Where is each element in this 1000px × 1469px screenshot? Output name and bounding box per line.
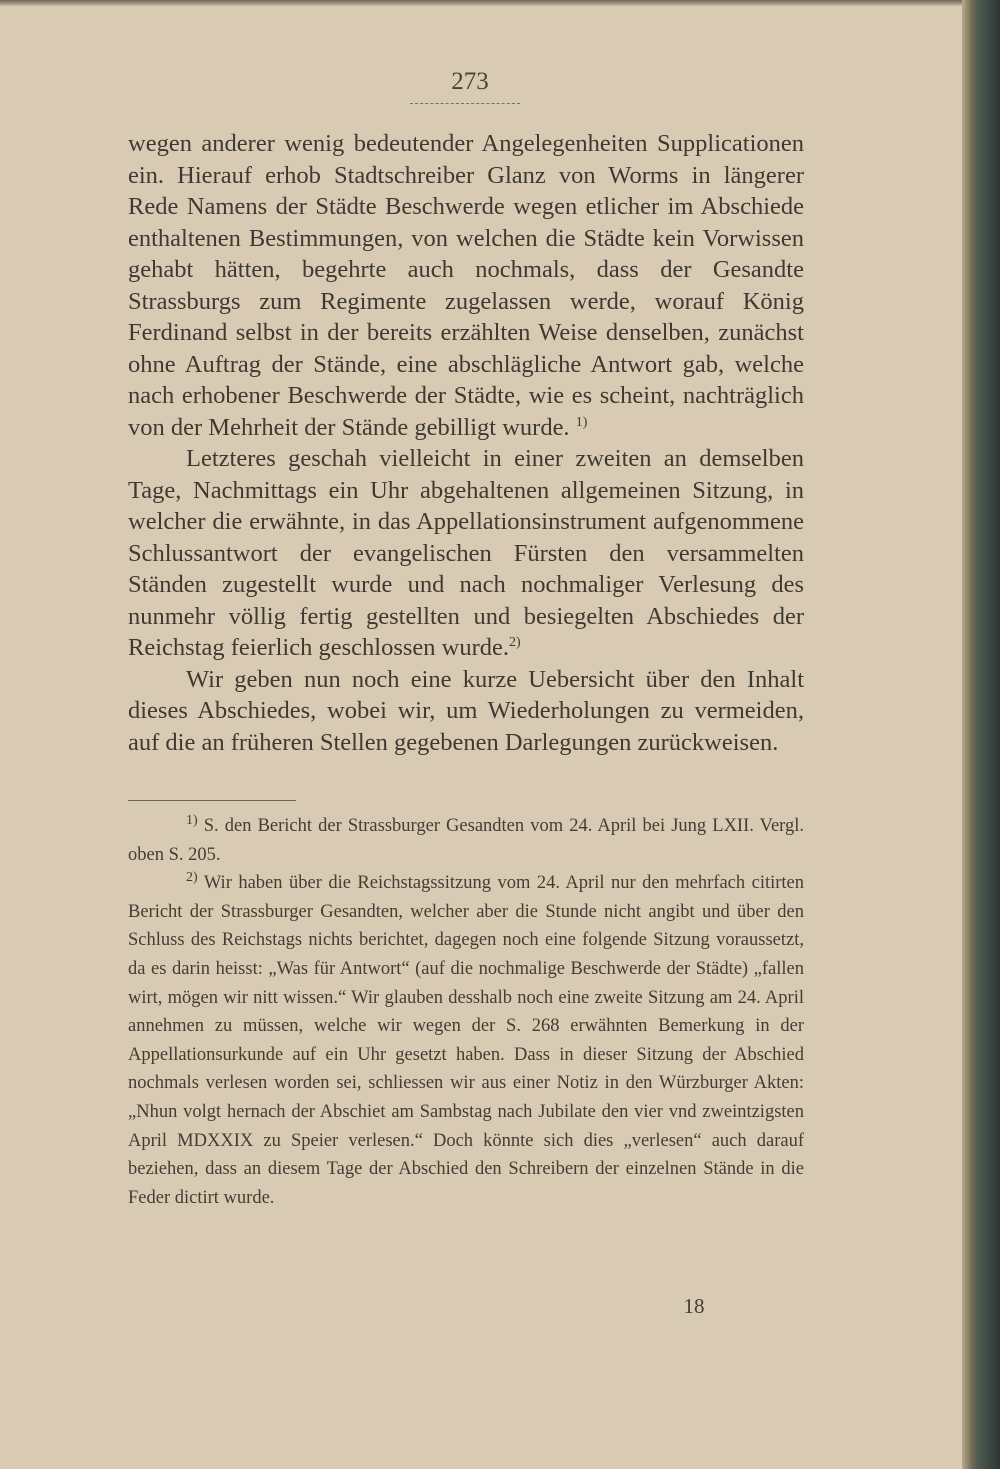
footnote-2 bbox=[128, 869, 804, 1212]
book-spine-edge bbox=[962, 0, 1000, 1469]
footnote-ref-1: 1) bbox=[575, 414, 588, 430]
paragraph-1 bbox=[128, 128, 804, 443]
page-top-border bbox=[0, 0, 962, 6]
page-number: 273 bbox=[451, 68, 489, 95]
paragraph-3 bbox=[128, 664, 804, 759]
footnotes bbox=[128, 812, 804, 1212]
paragraph-1-text: wegen anderer wenig bedeutender Angelegenheiten Supplicationen ein. Hierauf erhob Stadtschreiber Glanz von Worms in längerer Rede Namens der Städte Beschwerde wegen etlicher im Abschiede enthaltenen Bestimmungen, von welchen die Städte kein Vorwissen gehabt hätten, begehrte auch nochmals, dass der Gesandte Strassburgs zum Regimente zugelassen werde, worauf König Ferdinand selbst in der bereits erzählten Weise denselben, zunächst ohne Auftrag der Stände, eine abschlägliche Antwort gab, welche nach erhobener Beschwerde der Städte, wie es scheint, nachträglich von der Mehrheit der Stände gebilligt wurde. bbox=[128, 130, 804, 441]
paragraph-2 bbox=[128, 443, 804, 664]
footnote-2-marker: 2) bbox=[186, 870, 198, 886]
signature-mark: 18 bbox=[683, 1294, 705, 1318]
footnote-2-text: Wir haben über die Reichstagssitzung vom 24. April nur den mehrfach citirten Bericht der Strassburger Gesandten, welcher aber die Stunde nicht angibt und über den Schluss des Reichstags nichts berichtet, dagegen noch eine folgende Sitzung voraussetzt, da es darin heisst: „Was für Antwort“ (auf die nochmalige Beschwerde der Städte) „fallen wirt, mögen wir nitt wissen.“ Wir glauben desshalb noch eine zweite Sitzung am 24. April annehmen zu müssen, welche wir wegen der S. 268 erwähnten Bemerkung in der Appellationsurkunde auf ein Uhr gesetzt haben. Dass in dieser Sitzung der Abschied nochmals verlesen worden sei, schliessen wir aus einer Notiz in den Würzburger Akten: „Nhun volgt hernach der Abschiet am Sambstag nach Jubilate den vier vnd zweintzigsten April MDXXIX zu Speier verlesen.“ Doch könnte sich dies „verlesen“ auch darauf beziehen, dass an diesem Tage der Abschied den Schreibern der einzelnen Stände in die Feder dictirt wurde. bbox=[128, 873, 804, 1208]
footnote-separator bbox=[128, 800, 296, 801]
paragraph-2-text: Letzteres geschah vielleicht in einer zweiten an demselben Tage, Nachmittags ein Uhr abgehaltenen allgemeinen Sitzung, in welcher die erwähnte, in das Appellationsinstrument aufgenommene Schlussantwort der evangelischen Fürsten den versammelten Ständen zugestellt wurde und nach nochmaliger Verlesung des nunmehr völlig fertig gestellten und besiegelten Abschiedes der Reichstag feierlich geschlossen wurde. bbox=[128, 445, 804, 661]
main-text bbox=[128, 128, 804, 758]
footnote-1 bbox=[128, 812, 804, 869]
footnote-ref-2: 2) bbox=[508, 634, 521, 650]
paragraph-3-text: Wir geben nun noch eine kurze Uebersicht über den Inhalt dieses Abschiedes, wobei wir, um Wiederholungen zu vermeiden, auf die an früheren Stellen gegebenen Darlegungen zurückweisen. bbox=[128, 665, 804, 756]
footnote-1-text: S. den Bericht der Strassburger Gesandten vom 24. April bei Jung LXII. Vergl. oben S. 205. bbox=[128, 816, 804, 865]
page-number-rule bbox=[410, 103, 520, 107]
footnote-1-marker: 1) bbox=[186, 812, 198, 828]
